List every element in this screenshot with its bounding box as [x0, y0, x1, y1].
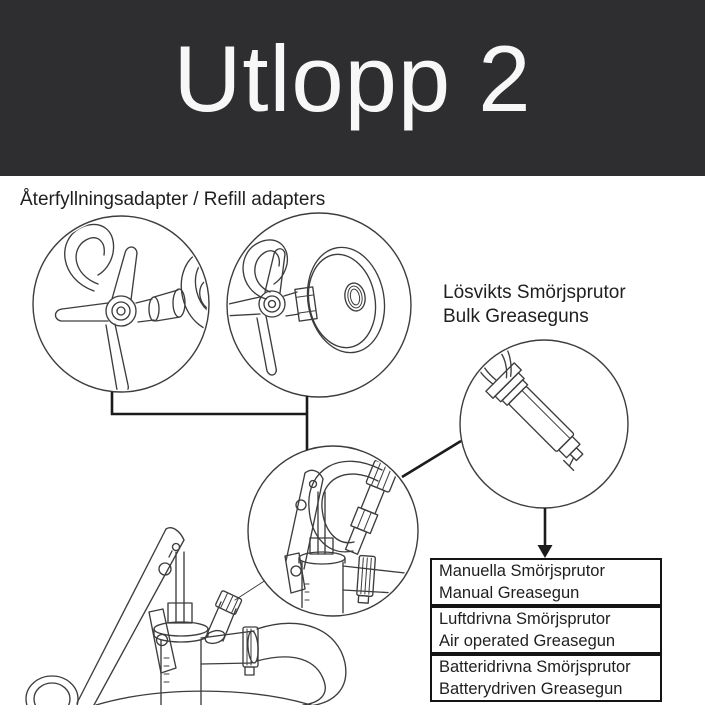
bulk-greaseguns-label: [443, 281, 626, 329]
table-row-manual: [430, 558, 662, 606]
refill-adapter-coupler-illustration: [55, 224, 253, 393]
table-row-battery-en: Batterydriven Greasegun: [439, 679, 623, 698]
greasegun-table: [430, 558, 662, 702]
callout-connectors: [112, 392, 553, 558]
lever-pump-illustration: [26, 528, 346, 705]
grease-gun-circle: [460, 340, 628, 508]
table-row-battery: [430, 654, 662, 702]
bulk-greaseguns-label-en: Bulk Greaseguns: [443, 306, 589, 327]
refill-adapters-label: Återfyllningsadapter / Refill adapters: [20, 189, 326, 210]
refill-adapter-circle-left: [33, 216, 209, 392]
grease-gun-illustration: [455, 328, 602, 475]
refill-adapter-circle-right: [227, 213, 411, 397]
pump-outlet-detail-illustration: [285, 460, 414, 616]
table-row-battery-sv: Batteridrivna Smörjsprutor: [439, 658, 631, 676]
table-row-air-sv: Luftdrivna Smörjsprutor: [439, 610, 611, 628]
table-row-manual-en: Manual Greasegun: [439, 583, 580, 602]
table-row-manual-sv: Manuella Smörjsprutor: [439, 562, 605, 580]
header-bar: [0, 0, 705, 176]
table-row-air-en: Air operated Greasegun: [439, 631, 616, 650]
bulk-greaseguns-label-sv: Lösvikts Smörjsprutor: [443, 282, 626, 303]
table-row-air: [430, 606, 662, 654]
refill-adapter-plate-illustration: [219, 240, 393, 375]
page-title: Utlopp 2: [173, 26, 532, 131]
arrow-down-icon: [538, 545, 553, 558]
detail-callout-circle: [248, 446, 418, 616]
